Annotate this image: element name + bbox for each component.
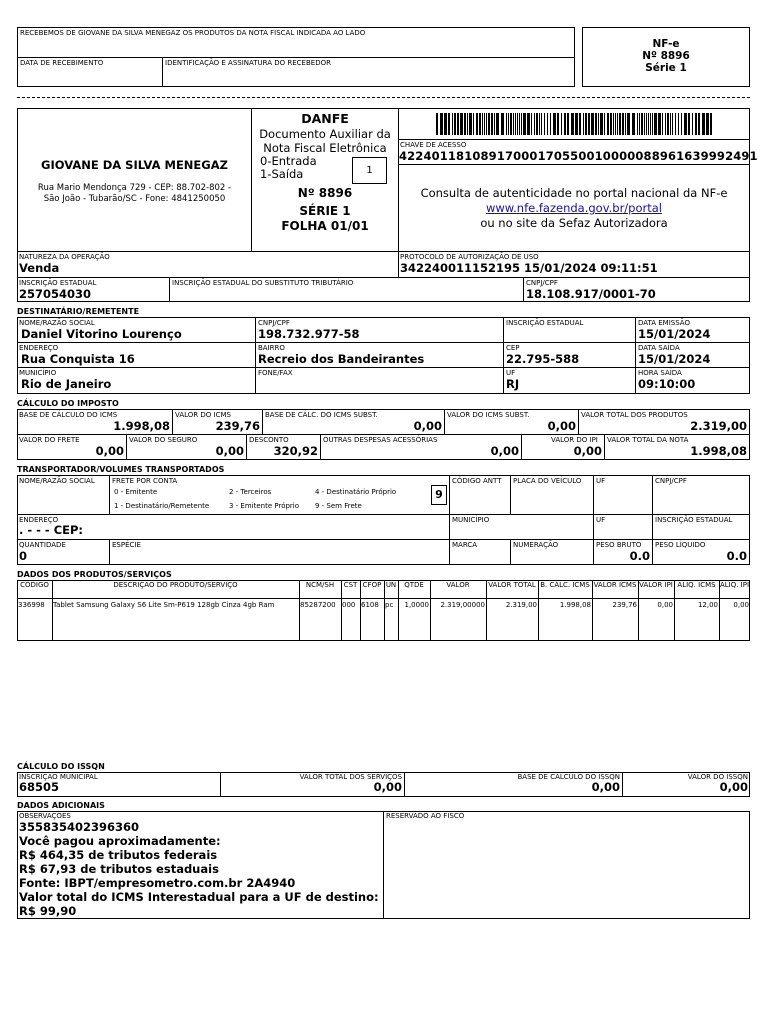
receipt-date-label: DATA DE RECEBIMENTO (20, 59, 104, 67)
issqn-section-title: CÁLCULO DO ISSQN (17, 762, 105, 771)
issqn-base-label: BASE DE CÁLCULO DO ISSQN (517, 773, 620, 781)
barcode-bar (652, 113, 653, 135)
barcode-bar (627, 113, 630, 135)
obs-line: 355835402396360 (19, 820, 140, 834)
barcode-bar (488, 113, 490, 135)
issuer-cnpj-value: 18.108.917/0001-70 (526, 287, 656, 301)
additional-section-title: DADOS ADICIONAIS (17, 801, 105, 810)
barcode-bar (675, 113, 676, 135)
municipal-registration: 68505 (19, 780, 60, 794)
barcode-bar (695, 113, 697, 135)
carrier-city-label: MUNICÍPIO (452, 516, 490, 524)
barcode-bar (476, 113, 478, 135)
freight-option-4: 4 - Destinatário Próprio (315, 488, 397, 496)
cell-aliq-icms: 12,00 (697, 601, 718, 609)
barcode-bar (632, 113, 635, 135)
col-header-aliq-ipi: ALIQ. IPI (719, 581, 750, 589)
obs-line: Valor total do ICMS Interestadual para a UF de destino: (19, 890, 379, 904)
numbering-label: NUMERAÇÃO (513, 541, 559, 549)
icms-st-base: 0,00 (413, 419, 442, 433)
cell-ncm: 85287200 (300, 601, 336, 609)
barcode-bar (698, 113, 700, 135)
municipal-registration-label: INSCRIÇÃO MUNICIPAL (19, 773, 98, 781)
barcode-bar (444, 113, 447, 135)
barcode-bar (610, 113, 612, 135)
danfe-number: Nº 8896 (297, 186, 353, 200)
recipient-address: Rua Conquista 16 (21, 352, 135, 366)
cell-codigo: 336998 (18, 601, 45, 609)
barcode-bar (600, 113, 603, 135)
issuer-address-line2: São João - Tubarão/SC - Fone: 4841250050 (43, 194, 226, 204)
barcode-bar (508, 113, 509, 135)
invoice-total: 1.998,08 (690, 444, 747, 458)
cut-line (17, 97, 750, 98)
barcode-bar (617, 113, 618, 135)
ie-label: INSCRIÇÃO ESTADUAL (19, 279, 97, 287)
receiver-signature-label: IDENTIFICAÇÃO E ASSINATURA DO RECEBEDOR (165, 59, 331, 67)
nature-value: Venda (19, 261, 60, 275)
issqn-value-label: VALOR DO ISSQN (687, 773, 748, 781)
nature-label: NATUREZA DA OPERAÇÃO (19, 253, 110, 261)
sefaz-text: ou no site da Sefaz Autorizadora (480, 216, 668, 230)
ie-st-label: INSCRIÇÃO ESTADUAL DO SUBSTITUTO TRIBUTÁRIO (172, 279, 354, 287)
recipient-section-title: DESTINATÁRIO/REMETENTE (17, 307, 140, 316)
cell-qtde: 1,0000 (404, 601, 429, 609)
other-expenses-value: 0,00 (490, 444, 519, 458)
cell-valor: 2.319,00000 (440, 601, 485, 609)
barcode-bar (688, 113, 690, 135)
barcode-bar (650, 113, 651, 135)
barcode-bar (619, 113, 621, 135)
issuer-address-line1: Rua Mario Mendonça 729 - CEP: 88.702-802 - (37, 183, 232, 193)
barcode-bar (510, 113, 512, 135)
carrier-uf-label: UF (596, 516, 606, 524)
obs-line: R$ 464,35 de tributos federais (19, 848, 218, 862)
invoice-total-label: VALOR TOTAL DA NOTA (607, 436, 689, 444)
barcode-bar (460, 113, 463, 135)
barcode-bar (553, 113, 556, 135)
barcode-bar (625, 113, 626, 135)
recipient-district: Recreio dos Bandeirantes (258, 352, 425, 366)
col-header-qtde: QTDE (404, 581, 424, 589)
carrier-name-label: NOME/RAZÃO SOCIAL (19, 477, 95, 485)
barcode-bar (579, 113, 581, 135)
barcode-bar (588, 113, 590, 135)
carrier-address: . - - - CEP: (19, 523, 84, 537)
freight-option-1: 1 - Destinatário/Remetente (114, 502, 210, 510)
barcode-bar (531, 113, 532, 135)
barcode-bar (607, 113, 609, 135)
cell-un: pc (385, 601, 394, 609)
barcode-bar (448, 113, 450, 135)
products-total-label: VALOR TOTAL DOS PRODUTOS (581, 411, 688, 419)
barcode-bar (506, 113, 507, 135)
vehicle-uf-label: UF (596, 477, 606, 485)
ipi-label: VALOR DO IPI (551, 436, 598, 444)
issue-date: 15/01/2024 (638, 327, 711, 341)
exit-time: 09:10:00 (638, 377, 696, 391)
barcode-bar (670, 113, 671, 135)
barcode-bar (486, 113, 487, 135)
products-total: 2.319,00 (690, 419, 747, 433)
icms-base-label: BASE DE CÁLCULO DO ICMS (19, 411, 118, 419)
barcode-bar (536, 113, 538, 135)
recipient-city: Rio de Janeiro (21, 377, 112, 391)
quantity-label: QUANTIDADE (19, 541, 66, 549)
barcode-bar (469, 113, 472, 135)
issqn-value: 0,00 (719, 780, 748, 794)
freight-option-0: 0 - Emitente (114, 488, 158, 496)
recipient-name: Daniel Vitorino Lourenço (21, 327, 182, 341)
barcode-bar (595, 113, 597, 135)
barcode-bar (527, 113, 530, 135)
col-header-valor: VALOR (446, 581, 470, 589)
barcode-bar (604, 113, 605, 135)
col-header-descricao: DESCRIÇÃO DO PRODUTO/SERVIÇO (113, 581, 238, 589)
col-header-cst: CST (343, 581, 358, 589)
exit-option: 1-Saída (260, 167, 304, 181)
barcode-bar (613, 113, 614, 135)
barcode-bar (702, 113, 705, 135)
barcode-bar (622, 113, 624, 135)
freight-mode-value: 9 (431, 485, 447, 505)
barcode-bar (523, 113, 526, 135)
barcode-bar (464, 113, 466, 135)
icms-base: 1.998,08 (113, 419, 170, 433)
col-header-valor-total: VALOR TOTAL (488, 581, 536, 589)
barcode-bar (615, 113, 616, 135)
danfe-subtitle-1: Documento Auxiliar da (259, 127, 391, 141)
barcode-bar (517, 113, 518, 135)
barcode-bar (644, 113, 645, 135)
barcode-bar (583, 113, 584, 135)
barcode-bar (665, 113, 666, 135)
barcode-bar (467, 113, 468, 135)
barcode (436, 113, 715, 135)
services-total-label: VALOR TOTAL DOS SERVIÇOS (299, 773, 402, 781)
recipient-phone-label: FONE/FAX (258, 369, 293, 377)
exit-date: 15/01/2024 (638, 352, 711, 366)
barcode-bar (591, 113, 594, 135)
barcode-bar (484, 113, 485, 135)
barcode-bar (521, 113, 522, 135)
carrier-ie-label: INSCRIÇÃO ESTADUAL (655, 516, 733, 524)
col-header-codigo: CÓDIGO (20, 581, 49, 589)
cell-valor-ipi: 0,00 (657, 601, 673, 609)
reserved-fisco-label: RESERVADO AO FISCO (386, 812, 465, 820)
icms-st-value-label: VALOR DO ICMS SUBST. (447, 411, 530, 419)
exit-date-label: DATA SAÍDA (638, 344, 680, 352)
net-weight: 0.0 (726, 549, 747, 563)
stub-nfe-series: Série 1 (645, 62, 687, 74)
col-header-cfop: CFOP (362, 581, 382, 589)
barcode-bar (641, 113, 643, 135)
barcode-bar (648, 113, 649, 135)
col-header-un: UN (385, 581, 397, 589)
freight-option-9: 9 - Sem Frete (315, 502, 362, 510)
cell-cfop: 6108 (361, 601, 379, 609)
barcode-bar (436, 113, 438, 135)
issue-date-label: DATA EMISSÃO (638, 319, 690, 327)
barcode-bar (637, 113, 638, 135)
issqn-base: 0,00 (591, 780, 620, 794)
barcode-bar (440, 113, 443, 135)
insurance-label: VALOR DO SEGURO (129, 436, 198, 444)
recipient-cep: 22.795-588 (506, 352, 580, 366)
stub-nfe-number: Nº 8896 (642, 50, 690, 62)
recipient-cnpj: 198.732.977-58 (258, 327, 360, 341)
products-section-title: DADOS DOS PRODUTOS/SERVIÇOS (17, 570, 172, 579)
barcode-bar (639, 113, 640, 135)
barcode-bar (658, 113, 661, 135)
portal-link[interactable]: www.nfe.fazenda.gov.br/portal (485, 201, 662, 215)
freight-option-2: 2 - Terceiros (229, 488, 272, 496)
barcode-bar (534, 113, 535, 135)
barcode-bar (515, 113, 516, 135)
recipient-name-label: NOME/RAZÃO SOCIAL (19, 319, 95, 327)
issuer-box (17, 108, 252, 252)
barcode-bar (575, 113, 578, 135)
icms-value: 239,76 (215, 419, 260, 433)
carrier-address-label: ENDEREÇO (19, 516, 59, 524)
barcode-bar (561, 113, 562, 135)
recipient-cnpj-label: CNPJ/CPF (258, 319, 290, 327)
barcode-bar (482, 113, 483, 135)
col-header-aliq-icms: ALIQ. ICMS (677, 581, 716, 589)
freight-value: 0,00 (95, 444, 124, 458)
danfe-series: SÉRIE 1 (299, 204, 351, 218)
col-header-valor-ipi: VALOR IPI (639, 581, 673, 589)
recipient-uf-label: UF (506, 369, 516, 377)
barcode-bar (494, 113, 495, 135)
freight-option-3: 3 - Emitente Próprio (229, 502, 300, 510)
discount-label: DESCONTO (249, 436, 289, 444)
other-expenses-label: OUTRAS DESPESAS ACESSÓRIAS (323, 436, 438, 444)
danfe-sheet: FOLHA 01/01 (281, 219, 369, 233)
species-label: ESPÉCIE (112, 541, 141, 549)
gross-weight: 0.0 (629, 549, 650, 563)
barcode-bar (672, 113, 673, 135)
gross-weight-label: PESO BRUTO (596, 541, 642, 549)
barcode-bar (473, 113, 474, 135)
cell-cst: 000 (342, 601, 356, 609)
protocol-value: 342240011152195 15/01/2024 09:11:51 (400, 261, 658, 275)
barcode-bar (681, 113, 682, 135)
barcode-bar (571, 113, 574, 135)
barcode-bar (457, 113, 459, 135)
barcode-bar (541, 113, 542, 135)
freight-mode-label: FRETE POR CONTA (112, 477, 178, 485)
receipt-statement: RECEBEMOS DE GIOVANE DA SILVA MENEGAZ OS PRODUTOS DA NOTA FISCAL INDICADA AO LADO (20, 29, 366, 37)
protocol-label: PROTOCOLO DE AUTORIZAÇÃO DE USO (400, 253, 539, 261)
insurance-value: 0,00 (215, 444, 244, 458)
barcode-bar (501, 113, 504, 135)
services-total: 0,00 (373, 780, 402, 794)
barcode-bar (547, 113, 548, 135)
danfe-subtitle-2: Nota Fiscal Eletrônica (263, 141, 387, 155)
exit-time-label: HORA SAÍDA (638, 369, 682, 377)
obs-line: R$ 99,90 (19, 904, 77, 918)
barcode-bar (491, 113, 493, 135)
barcode-bar (710, 113, 712, 135)
barcode-bar (550, 113, 551, 135)
barcode-bar (564, 113, 566, 135)
barcode-bar (479, 113, 481, 135)
brand-label: MARCA (452, 541, 478, 549)
barcode-bar (598, 113, 599, 135)
cell-valor-icms: 239,76 (612, 601, 637, 609)
recipient-address-label: ENDEREÇO (19, 344, 59, 352)
issuer-cnpj-label: CNPJ/CPF (526, 279, 558, 287)
authenticity-text: Consulta de autenticidade no portal nacional da NF-e (420, 186, 728, 200)
recipient-city-label: MUNICÍPIO (19, 369, 57, 377)
barcode-bar (646, 113, 647, 135)
tax-section-title: CÁLCULO DO IMPOSTO (17, 399, 119, 408)
obs-line: Você pagou aproximadamente: (19, 834, 221, 848)
cell-valor-total: 2.319,00 (505, 601, 537, 609)
recipient-district-label: BAIRRO (258, 344, 285, 352)
col-header-ncm: NCM/SH (305, 581, 335, 589)
barcode-bar (654, 113, 657, 135)
icms-value-label: VALOR DO ICMS (175, 411, 231, 419)
net-weight-label: PESO LÍQUIDO (655, 541, 706, 549)
barcode-bar (567, 113, 569, 135)
barcode-bar (706, 113, 709, 135)
recipient-uf: RJ (506, 377, 520, 391)
barcode-bar (539, 113, 540, 135)
barcode-bar (692, 113, 693, 135)
stub-nfe-label: NF-e (652, 38, 680, 50)
col-header-valor-icms: VALOR ICMS (593, 581, 637, 589)
entry-option: 0-Entrada (260, 154, 317, 168)
barcode-bar (452, 113, 453, 135)
cell-descricao: Tablet Samsung Galaxy S6 Lite Sm-P619 128gb Cinza 4gb Ram (53, 601, 275, 609)
carrier-cnpj-label: CNPJ/CPF (655, 477, 687, 485)
access-key-label: CHAVE DE ACESSO (400, 141, 467, 149)
barcode-bar (585, 113, 587, 135)
icms-st-base-label: BASE DE CÁLC. DO ICMS SUBST. (265, 411, 378, 419)
obs-line: Fonte: IBPT/empresometro.com.br 2A4940 (19, 876, 296, 890)
icms-st-value: 0,00 (547, 419, 576, 433)
barcode-bar (678, 113, 679, 135)
obs-line: R$ 67,93 de tributos estaduais (19, 862, 219, 876)
barcode-bar (496, 113, 499, 135)
quantity-value: 0 (19, 549, 28, 563)
barcode-bar (544, 113, 545, 135)
observations-label: OBSERVAÇÕES (19, 812, 71, 820)
vehicle-plate-label: PLACA DO VEÍCULO (513, 477, 582, 485)
col-header-bc-icms: B. CÁLC. ICMS (540, 581, 590, 589)
ie-value: 257054030 (19, 287, 92, 301)
recipient-ie-label: INSCRIÇÃO ESTADUAL (506, 319, 584, 327)
barcode-bar (662, 113, 663, 135)
operation-type-box: 1 (352, 157, 387, 184)
discount-value: 320,92 (273, 444, 318, 458)
danfe-title: DANFE (301, 111, 349, 126)
cell-bc-icms: 1.998,08 (559, 601, 591, 609)
issuer-name: GIOVANE DA SILVA MENEGAZ (41, 158, 228, 172)
barcode-bar (667, 113, 669, 135)
freight-label: VALOR DO FRETE (19, 436, 80, 444)
barcode-bar (519, 113, 520, 135)
barcode-bar (557, 113, 559, 135)
transport-section-title: TRANSPORTADOR/VOLUMES TRANSPORTADOS (17, 465, 225, 474)
barcode-bar (454, 113, 456, 135)
cell-aliq-ipi: 0,00 (733, 601, 749, 609)
barcode-bar (684, 113, 687, 135)
recipient-cep-label: CEP (506, 344, 520, 352)
antt-code-label: CÓDIGO ANTT (452, 477, 502, 485)
ipi-value: 0,00 (573, 444, 602, 458)
access-key-value: 42240118108917000170550010000088961639992491 (399, 149, 758, 163)
barcode-bar (513, 113, 514, 135)
